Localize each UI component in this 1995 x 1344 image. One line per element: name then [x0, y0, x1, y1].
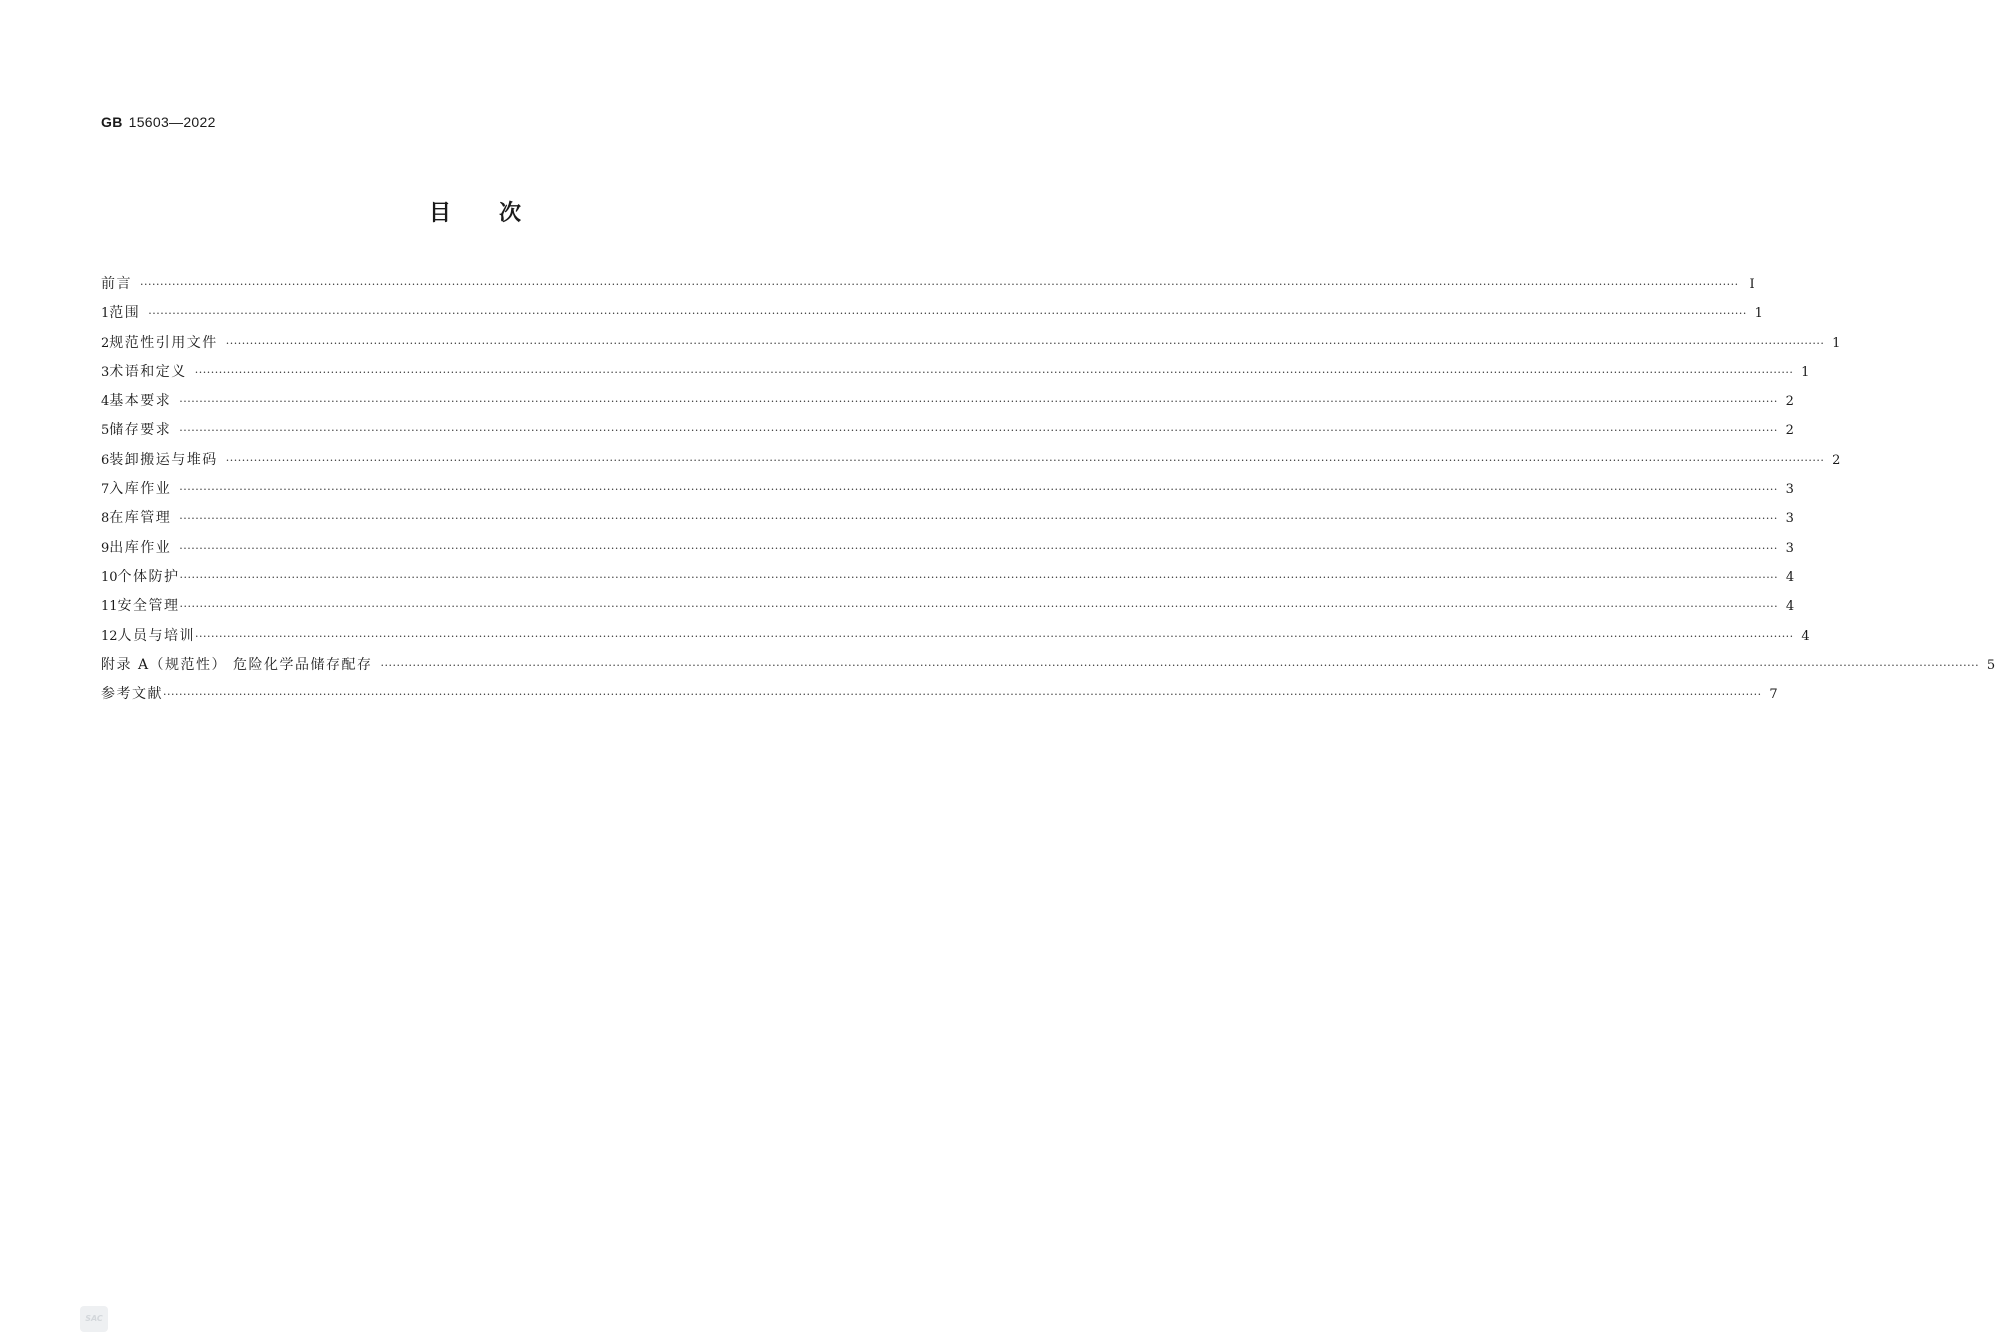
sac-logo-watermark: SAC	[80, 1306, 108, 1332]
toc-leader-dots: ················································································································································································································································································································································································································	[163, 688, 1762, 702]
standard-code	[101, 114, 216, 130]
toc-label: 前言	[101, 276, 132, 292]
toc-entry-references[interactable]	[101, 680, 1778, 709]
toc-leader-dots: ················································································································································································································································································································································································································	[225, 453, 1825, 467]
toc-entry-appendix-a[interactable]	[101, 651, 1995, 680]
toc-label: 个体防护	[117, 568, 180, 585]
toc-section-number: 12	[101, 628, 118, 644]
toc-section-number: 11	[101, 599, 118, 615]
toc-leader-dots: ················································································································································································································································································································································································································	[179, 541, 1778, 555]
toc-label: 装卸搬运与堆码	[109, 451, 218, 468]
standard-prefix: GB	[101, 114, 123, 130]
toc-page-number: 4	[1801, 628, 1810, 644]
toc-leader-dots: ················································································································································································································································································································································································································	[140, 278, 1739, 291]
toc-label: 基本要求	[109, 393, 172, 410]
toc-entry-4[interactable]	[101, 387, 1794, 416]
toc-page-number: 4	[1785, 599, 1795, 615]
toc-label: 人员与培训	[117, 627, 196, 644]
page-title: 目次	[428, 201, 569, 226]
toc-label: 术语和定义	[109, 363, 187, 380]
toc-page-number: 3	[1785, 511, 1794, 527]
toc-page-number: 1	[1801, 364, 1810, 380]
toc-leader-dots: ················································································································································································································································································································································································································	[179, 570, 1779, 584]
toc-entry-8[interactable]	[101, 504, 1794, 533]
toc-label: 储存要求	[109, 422, 172, 439]
toc-leader-dots: ················································································································································································································································································································································································································	[179, 395, 1778, 409]
toc-page-number: 3	[1785, 540, 1794, 556]
toc-section-number: 1	[101, 306, 110, 322]
toc-page-number: 2	[1785, 423, 1794, 439]
toc-label: 安全管理	[117, 598, 180, 615]
toc-entry-12[interactable]	[101, 622, 1810, 651]
toc-label: 在库管理	[109, 510, 172, 527]
toc-section-number: 8	[101, 511, 110, 527]
toc-leader-dots: ················································································································································································································································································································································································································	[195, 629, 1794, 643]
toc-section-number: 4	[101, 394, 110, 410]
toc-entry-3[interactable]	[101, 358, 1810, 387]
toc-leader-dots: ················································································································································································································································································································································································································	[380, 658, 1980, 672]
standard-number: 15603—2022	[128, 114, 216, 130]
toc-page-number: 5	[1986, 657, 1995, 673]
toc-entry-2[interactable]	[101, 329, 1841, 358]
toc-entry-6[interactable]	[101, 446, 1841, 475]
toc-leader-dots: ················································································································································································································································································································································································································	[179, 424, 1778, 438]
toc-leader-dots: ················································································································································································································································································································································································································	[179, 512, 1778, 526]
toc-label: 参考文献	[101, 686, 163, 703]
toc-section-number: 9	[101, 540, 110, 556]
table-of-contents	[101, 270, 1995, 709]
toc-section-number: 3	[101, 364, 110, 380]
toc-section-number: 2	[101, 335, 110, 351]
toc-leader-dots: ················································································································································································································································································································································································································	[179, 600, 1779, 614]
toc-section-number: 7	[101, 482, 110, 498]
toc-leader-dots: ················································································································································································································································································································································································································	[148, 307, 1747, 321]
toc-page-number: 7	[1769, 687, 1778, 703]
toc-entry-7[interactable]	[101, 475, 1794, 504]
toc-entry-10[interactable]	[101, 563, 1795, 592]
toc-entry-1[interactable]	[101, 299, 1763, 328]
toc-entry-preface[interactable]	[101, 270, 1755, 299]
toc-leader-dots: ················································································································································································································································································································································································································	[225, 336, 1825, 350]
toc-label: 附录 A（规范性） 危险化学品储存配存	[101, 656, 373, 673]
toc-label: 规范性引用文件	[109, 334, 218, 351]
toc-page-number: 1	[1832, 335, 1841, 351]
toc-page-number: I	[1749, 277, 1755, 292]
toc-leader-dots: ················································································································································································································································································································································································································	[194, 365, 1794, 379]
toc-label: 入库作业	[109, 481, 172, 498]
toc-section-number: 10	[101, 569, 118, 585]
toc-label: 范围	[109, 305, 141, 322]
toc-entry-9[interactable]	[101, 534, 1794, 563]
toc-label: 出库作业	[109, 539, 172, 556]
toc-section-number: 6	[101, 452, 110, 468]
toc-entry-5[interactable]	[101, 416, 1794, 445]
toc-page-number: 2	[1785, 394, 1794, 410]
toc-page-number: 1	[1754, 306, 1763, 322]
toc-page-number: 3	[1785, 482, 1794, 498]
toc-page-number: 4	[1785, 569, 1795, 585]
toc-leader-dots: ················································································································································································································································································································································································································	[179, 483, 1778, 497]
toc-section-number: 5	[101, 423, 110, 439]
toc-entry-11[interactable]	[101, 592, 1795, 621]
toc-page-number: 2	[1832, 452, 1841, 468]
